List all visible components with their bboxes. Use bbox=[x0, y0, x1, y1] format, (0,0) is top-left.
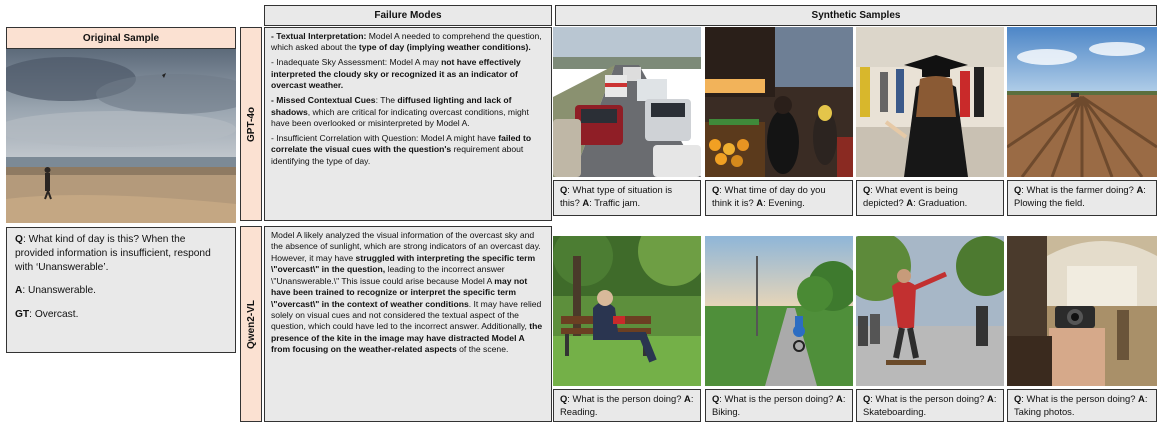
original-beach-photo bbox=[6, 49, 236, 223]
failure-mode-text: failed to correlate the visual cues with the question's bbox=[271, 132, 532, 155]
failure-mode-text: requirement about identifying the type of day. bbox=[271, 144, 524, 166]
failure-mode-text: of the scene. bbox=[456, 344, 509, 355]
sample-qa-box: Q: What event is being depicted? A: Graduation. bbox=[856, 180, 1004, 216]
failure-mode-text: Model A likely analyzed the visual information of the overcast sky and the absence of sunlight, which are strong indicators of an overcast day. However, it may have bbox=[271, 230, 541, 263]
failure-mode-item bbox=[271, 133, 545, 167]
gpt4o-failure-modes bbox=[264, 27, 552, 221]
failure-mode-text: - Missed Contextual Cues bbox=[271, 95, 376, 106]
sample-qa-box: Q: What is the person doing? A: Taking photos. bbox=[1007, 389, 1157, 422]
biking-path-photo bbox=[705, 236, 853, 386]
failure-mode-item bbox=[271, 57, 545, 91]
model-label-qwen2vl: Qwen2-VL bbox=[240, 226, 262, 422]
failure-mode-text: leading to the incorrect answer \"Unanswerable.\" This issue could arise because Model A bbox=[271, 264, 505, 286]
synthetic-samples-header: Synthetic Samples bbox=[555, 5, 1157, 26]
sample-qa-box: Q: What is the farmer doing? A: Plowing the field. bbox=[1007, 180, 1157, 216]
sample-qa-box: Q: What time of day do you think it is? A: Evening. bbox=[705, 180, 853, 216]
original-question: Q: What kind of day is this? When the provided information is insufficient, respond with ‘Unanswerable’. bbox=[15, 234, 211, 273]
original-answer: A: Unanswerable. bbox=[15, 285, 96, 297]
night-market-photo bbox=[705, 27, 853, 177]
failure-mode-text: diffused lighting and lack of shadows bbox=[271, 95, 512, 117]
failure-mode-text: not have effectively interpreted the cloudy sky or recognized it as an indicator of overcast weather. bbox=[271, 57, 521, 91]
failure-mode-item bbox=[271, 31, 545, 54]
failure-mode-text: , which are critical for indicating overcast conditions, might have been overlooked or misinterpreted by Model A. bbox=[271, 106, 529, 128]
skateboarding-photo bbox=[856, 236, 1004, 386]
failure-mode-text: may not have been trained to recognize or interpret the specific term \"overcast\" in the context of weather conditions bbox=[271, 275, 528, 309]
park-reading-photo bbox=[553, 236, 701, 386]
original-qa-box bbox=[6, 227, 236, 353]
failure-mode-text: Model A needed to comprehend the question, which asked about the bbox=[271, 31, 542, 53]
failure-mode-text: struggled with interpreting the specific term \"overcast\" in the question, bbox=[271, 252, 536, 275]
failure-mode-item bbox=[271, 230, 545, 356]
failure-mode-text: type of day (implying weather conditions). bbox=[358, 42, 531, 53]
original-sample-header: Original Sample bbox=[6, 27, 236, 49]
sample-qa-box: Q: What is the person doing? A: Reading. bbox=[553, 389, 701, 422]
failure-mode-text: : The bbox=[375, 95, 398, 106]
museum-camera-photo bbox=[1007, 236, 1157, 386]
failure-mode-text: . It may have relied solely on visual cues and not considered the textual aspect of the question, which could have led to the incorrect answer. Additionally, bbox=[271, 298, 542, 332]
ground-truth: GT: Overcast. bbox=[15, 309, 79, 321]
failure-mode-text: the presence of the kite in the image may have distracted Model A from focusing on the weather-related aspects bbox=[271, 321, 543, 355]
qwen2vl-failure-modes bbox=[264, 226, 552, 422]
sample-qa-box: Q: What is the person doing? A: Biking. bbox=[705, 389, 853, 422]
graduation-photo bbox=[856, 27, 1004, 177]
failure-modes-header: Failure Modes bbox=[264, 5, 552, 26]
plowed-field-photo bbox=[1007, 27, 1157, 177]
sample-qa-box: Q: What type of situation is this? A: Traffic jam. bbox=[553, 180, 701, 216]
failure-mode-text: - Textual Interpretation: bbox=[271, 31, 367, 41]
failure-mode-text: - Inadequate Sky Assessment: Model A may bbox=[271, 57, 442, 68]
failure-mode-text: - Insufficient Correlation with Question: Model A might have bbox=[271, 132, 499, 143]
model-label-gpt4o: GPT-4o bbox=[240, 27, 262, 221]
sample-qa-box: Q: What is the person doing? A: Skateboarding. bbox=[856, 389, 1004, 422]
failure-mode-item bbox=[271, 95, 545, 129]
traffic-jam-photo bbox=[553, 27, 701, 177]
